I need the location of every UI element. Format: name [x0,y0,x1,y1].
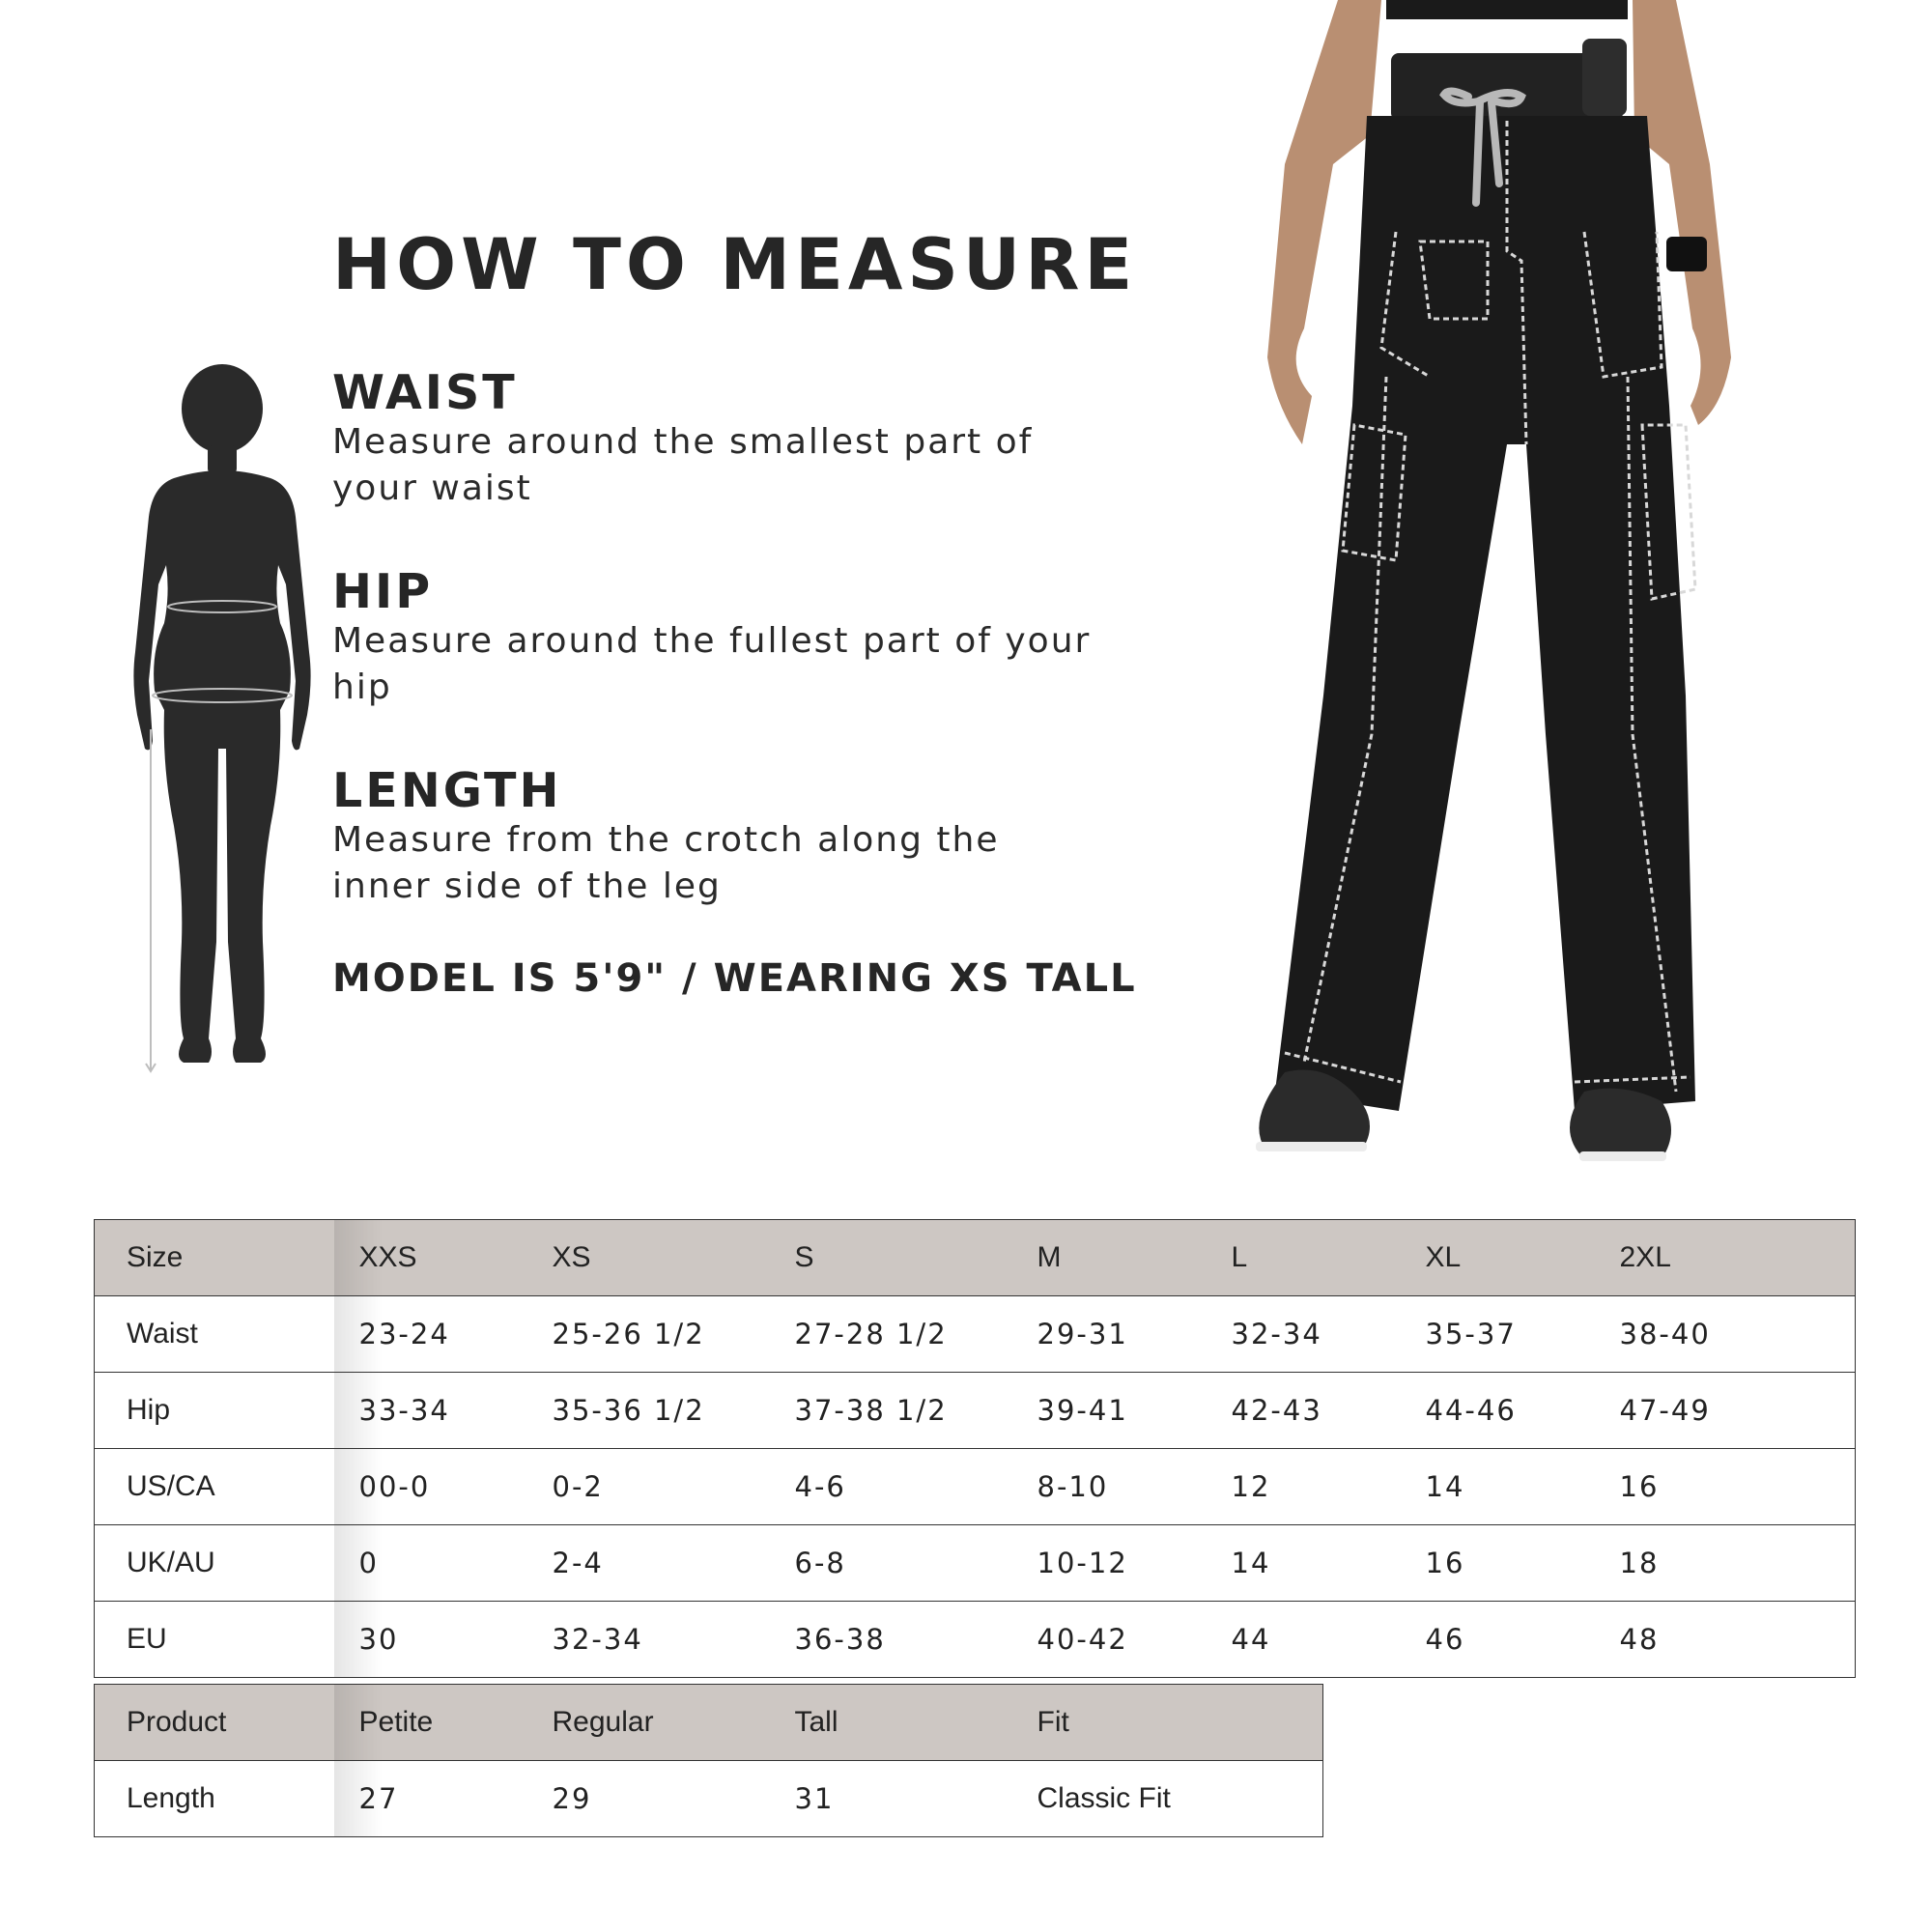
table-cell: 16 [1426,1525,1620,1602]
hip-heading: HIP [332,564,434,619]
table-cell: 44-46 [1426,1373,1620,1449]
row-label: Waist [95,1296,334,1373]
table-cell: 23-24 [334,1296,553,1373]
model-note: MODEL IS 5'9" / WEARING XS TALL [332,956,1137,1001]
row-label: UK/AU [95,1525,334,1602]
size-chart-table [94,1219,1856,1678]
size-header-cell: M [1037,1220,1232,1296]
row-label: US/CA [95,1449,334,1525]
size-header-cell: XXS [334,1220,553,1296]
table-cell: 16 [1620,1449,1856,1525]
size-chart-header-row [95,1220,1856,1296]
length-instructions: Measure from the crotch along the inner side of the leg [332,820,1000,906]
table-cell: 0 [334,1525,553,1602]
waist-heading: WAIST [332,365,518,420]
table-cell: 39-41 [1037,1373,1232,1449]
table-cell: 42-43 [1232,1373,1426,1449]
table-cell: 30 [334,1602,553,1678]
table-cell: 44 [1232,1602,1426,1678]
table-cell: 0-2 [553,1449,795,1525]
table-cell: 47-49 [1620,1373,1856,1449]
table-cell: 29-31 [1037,1296,1232,1373]
waist-instructions: Measure around the smallest part of your waist [332,422,1034,508]
size-header-cell: XL [1426,1220,1620,1296]
table-cell: 35-36 1/2 [553,1373,795,1449]
size-header-cell: S [795,1220,1037,1296]
table-cell: 40-42 [1037,1602,1232,1678]
row-label: Hip [95,1373,334,1449]
table-cell: 25-26 1/2 [553,1296,795,1373]
table-row [95,1373,1856,1449]
table-cell: 12 [1232,1449,1426,1525]
length-header-label: Product [95,1685,334,1761]
length-header-cell: Fit [1037,1685,1323,1761]
page-title: HOW TO MEASURE [332,224,1138,306]
table-row [95,1761,1323,1837]
length-header-cell: Regular [553,1685,795,1761]
table-cell: 2-4 [553,1525,795,1602]
length-header-cell: Petite [334,1685,553,1761]
table-cell: 31 [795,1761,1037,1837]
table-row [95,1449,1856,1525]
table-row [95,1296,1856,1373]
table-row [95,1525,1856,1602]
table-cell: 00-0 [334,1449,553,1525]
table-cell: 8-10 [1037,1449,1232,1525]
table-cell: 46 [1426,1602,1620,1678]
table-cell: 35-37 [1426,1296,1620,1373]
size-header-cell: XS [553,1220,795,1296]
length-chart-header-row [95,1685,1323,1761]
table-cell: Classic Fit [1037,1761,1323,1837]
table-cell: 10-12 [1037,1525,1232,1602]
table-cell: 29 [553,1761,795,1837]
table-cell: 27 [334,1761,553,1837]
row-label: Length [95,1761,334,1837]
size-header-label: Size [95,1220,334,1296]
table-cell: 14 [1232,1525,1426,1602]
table-cell: 6-8 [795,1525,1037,1602]
size-header-cell: L [1232,1220,1426,1296]
table-cell: 4-6 [795,1449,1037,1525]
table-cell: 14 [1426,1449,1620,1525]
table-cell: 18 [1620,1525,1856,1602]
table-row [95,1602,1856,1678]
hip-instructions: Measure around the fullest part of your hip [332,621,1092,707]
length-header-cell: Tall [795,1685,1037,1761]
table-cell: 33-34 [334,1373,553,1449]
table-cell: 38-40 [1620,1296,1856,1373]
table-cell: 32-34 [553,1602,795,1678]
size-header-cell: 2XL [1620,1220,1856,1296]
product-photo-pants [1140,0,1768,1169]
row-label: EU [95,1602,334,1678]
body-silhouette-icon [116,362,328,1077]
table-cell: 32-34 [1232,1296,1426,1373]
table-cell: 48 [1620,1602,1856,1678]
length-chart-table [94,1684,1323,1837]
table-cell: 37-38 1/2 [795,1373,1037,1449]
table-cell: 36-38 [795,1602,1037,1678]
table-cell: 27-28 1/2 [795,1296,1037,1373]
length-heading: LENGTH [332,763,562,818]
